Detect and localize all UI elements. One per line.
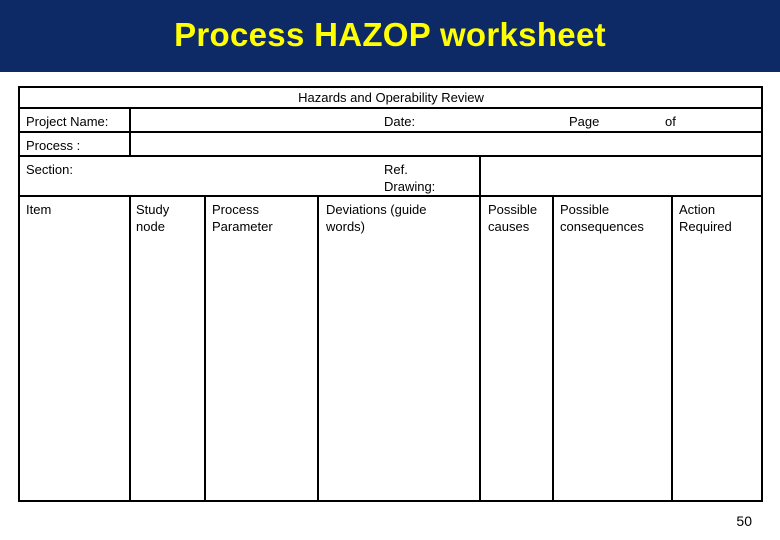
worksheet-heading: Hazards and Operability Review (298, 90, 484, 105)
column-header-study-node: Study node (136, 202, 170, 234)
column-header-action-required: Action Required (679, 202, 732, 234)
column-header-process-parameter: Process Parameter (212, 202, 273, 234)
hazop-worksheet (18, 86, 763, 502)
title-bar (0, 0, 780, 72)
page-label: Page (569, 114, 600, 129)
column-header-item: Item (26, 202, 52, 217)
column-header-deviations: Deviations (guide words) (326, 202, 427, 234)
slide-title: Process HAZOP worksheet (174, 16, 606, 53)
project-name-label: Project Name: (26, 114, 109, 129)
column-header-possible-consequences: Possible consequences (560, 202, 644, 234)
column-header-possible-causes: Possible causes (488, 202, 538, 234)
date-label: Date: (384, 114, 416, 129)
of-label: of (665, 114, 676, 129)
process-label: Process : (26, 138, 81, 153)
section-label: Section: (26, 162, 73, 177)
worksheet-grid (18, 86, 763, 502)
ref-drawing-label: Ref. Drawing: (384, 162, 436, 194)
page-number: 50 (736, 513, 752, 529)
